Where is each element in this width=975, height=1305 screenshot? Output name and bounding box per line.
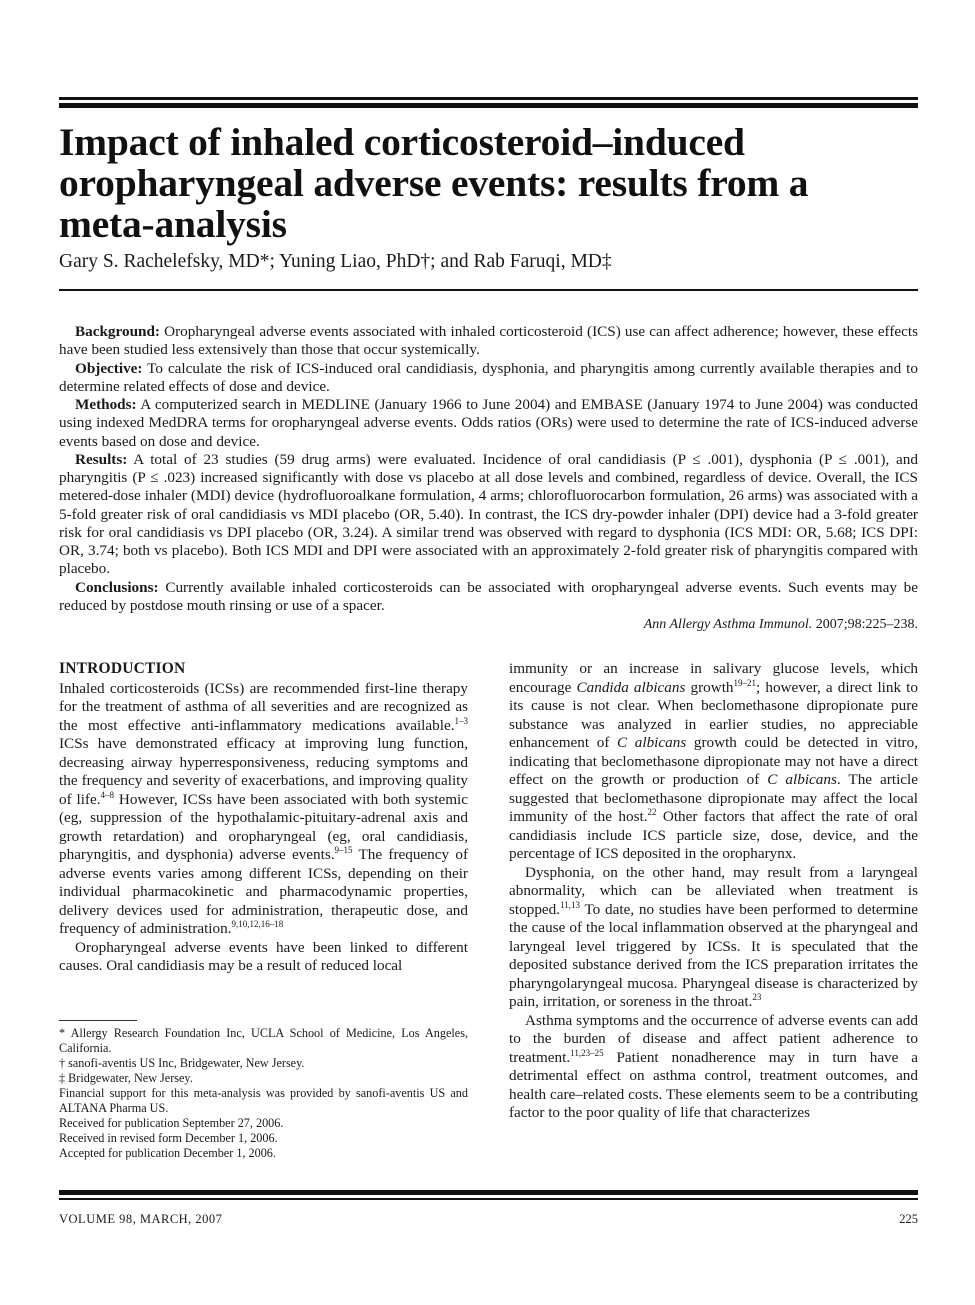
text-run: Inhaled corticosteroids (ICSs) are recommended first-line therapy for the treatment of asthma of all severities and are recognized as the most effective anti-inflammatory medications available.	[59, 679, 468, 734]
abstract-methods	[59, 396, 918, 451]
text-run: To date, no studies have been performed to determine the cause of the local inflammation observed at the pharyngeal and laryngeal level triggered by ICSs. It is speculated that the deposited substance derived from the ICS preparation irritates the pharyngolaryngeal mucosa. Pharyngeal disease is characterized by pain, irritation, or soreness in the throat.	[509, 900, 918, 1010]
footnote: Received for publication September 27, 2006.	[59, 1116, 284, 1130]
reference-superscript: 22	[647, 807, 657, 817]
footnote: Financial support for this meta-analysis was provided by sanofi-aventis US and ALTANA Pharma US.	[59, 1086, 468, 1115]
abstract-background	[59, 323, 918, 360]
reference-superscript: 19–21	[733, 677, 757, 688]
page-number: 225	[899, 1212, 918, 1226]
text-run: The frequency of adverse events varies among different ICSs, depending on their individual pharmacokinetic and pharmacodynamic properties, delivery devices used for administration, therapeutic dose, and frequency of administration.	[59, 846, 469, 937]
background-text: Oropharyngeal adverse events associated with inhaled corticosteroid (ICS) use can affect adherence; however, these effects have been studied less extensively than those that occur systemically.	[59, 323, 919, 359]
text-run: Asthma symptoms and the occurrence of adverse events can add to the burden of disease and affect patient adherence to treatment.	[509, 1011, 918, 1066]
objective-text: To calculate the risk of ICS-induced oral candidiasis, dysphonia, and pharyngitis among currently available therapies and to determine related effects of dose and device.	[59, 359, 918, 395]
text-run: Other factors that affect the rate of oral candidiasis include ICS particle size, dose, device, and the percentage of ICS deposited in the oropharynx.	[509, 808, 918, 862]
citation-ref: 2007;98:225–238.	[815, 617, 918, 632]
footnote: * Allergy Research Foundation Inc, UCLA School of Medicine, Los Angeles, California.	[59, 1026, 468, 1055]
reference-superscript: 11,23–25	[570, 1047, 604, 1058]
reference-superscript: 9–15	[334, 845, 353, 855]
title-bottom-rule	[59, 289, 918, 291]
footnotes	[59, 1026, 468, 1161]
abstract-conclusions	[59, 579, 918, 616]
citation	[59, 616, 918, 634]
species-name: Candida albicans	[576, 678, 686, 696]
reference-superscript: 23	[752, 992, 762, 1002]
top-rule-thin	[59, 97, 918, 100]
methods-label: Methods:	[75, 396, 137, 413]
abstract	[59, 323, 918, 634]
objective-label: Objective:	[75, 359, 143, 377]
reference-superscript: 11,13	[560, 899, 580, 910]
abstract-objective	[59, 360, 918, 397]
footnote: ‡ Bridgewater, New Jersey.	[59, 1071, 193, 1085]
species-name: C albicans	[767, 771, 837, 788]
article-title	[59, 122, 919, 245]
results-label: Results:	[75, 450, 128, 468]
text-run: Dysphonia, on the other hand, may result from a laryngeal abnormality, which can be alleviated when treatment is stopped.	[509, 863, 918, 918]
reference-superscript: 9,10,12,16–18	[231, 919, 284, 929]
bottom-rule-thick	[59, 1190, 918, 1195]
text-run: growth could be detected in vitro, indicating that beclomethasone dipropionate may not have a direct effect on the growth or production of	[509, 734, 918, 788]
conclusions-label: Conclusions:	[75, 578, 159, 596]
citation-journal: Ann Allergy Asthma Immunol.	[643, 617, 813, 632]
text-run: ICSs have demonstrated efficacy at improving lung function, decreasing airway hyperresponsiveness, reducing symptoms and the frequency and severity of exacerbations, and improving quality of life.	[59, 735, 468, 808]
title-line: meta-analysis	[59, 202, 287, 246]
intro-paragraph-1	[59, 680, 468, 939]
text-run: growth	[685, 678, 734, 696]
text-run: ; however, a direct link to its cause is not clear. When beclomethasone dipropionate pure substance was analyzed in earlier studies, no appreciable enhancement of	[509, 678, 918, 751]
left-column	[59, 660, 468, 976]
reference-superscript: 1–3	[454, 715, 468, 726]
intro-paragraph-4	[509, 864, 918, 1012]
right-column	[509, 660, 918, 1123]
bottom-rule-thin	[59, 1198, 918, 1200]
title-line: Impact of inhaled corticosteroid–induced	[59, 120, 745, 164]
reference-superscript: 4–8	[100, 789, 115, 800]
author-list: Gary S. Rachelefsky, MD*; Yuning Liao, PhD†; and Rab Faruqi, MD‡	[59, 251, 612, 272]
footnote: Accepted for publication December 1, 2006.	[59, 1146, 276, 1160]
background-label: Background:	[75, 323, 160, 340]
top-rule-thick	[59, 103, 918, 108]
abstract-results	[59, 451, 918, 579]
text-run: . The article suggested that beclomethasone dipropionate may affect the local immunity of the host.	[509, 771, 918, 825]
intro-paragraph-3	[509, 660, 918, 864]
footer-volume: VOLUME 98, MARCH, 2007	[59, 1212, 223, 1226]
results-text: A total of 23 studies (59 drug arms) were evaluated. Incidence of oral candidiasis (P ≤ .001), dysphonia (P ≤ .001), and pharyngitis (P ≤ .023) increased significantly with dose vs placebo at all dose levels and combined, regardless of device. Overall, the ICS metered-dose inhaler (MDI) device (hydrofluoroalkane formulation, 4 arms; chlorofluorocarbon formulation, 26 arms) was associated with a 5-fold greater risk of oral candidiasis vs MDI placebo (OR, 5.40). In contrast, the ICS dry-powder inhaler (DPI) device had a 3-fold greater risk for oral candidiasis vs DPI placebo (OR, 3.24). A similar trend was observed with regard to dysphonia (ICS MDI: OR, 5.68; ICS DPI: OR, 3.74; both vs placebo). Both ICS MDI and DPI were associated with an approximately 2-fold greater risk of pharyngitis compared with placebo.	[59, 450, 918, 578]
section-heading-introduction: INTRODUCTION	[59, 660, 186, 677]
methods-text: A computerized search in MEDLINE (January 1966 to June 2004) and EMBASE (January 1974 to June 2004) was conducted using indexed MedDRA terms for oropharyngeal adverse events. Odds ratios (ORs) were used to determine the rate of ICS-induced adverse events based on dose and device.	[59, 396, 918, 450]
title-line: oropharyngeal adverse events: results from a	[59, 161, 809, 205]
conclusions-text: Currently available inhaled corticosteroids can be associated with oropharyngeal adverse events. Such events may be reduced by postdose mouth rinsing or use of a spacer.	[59, 578, 918, 614]
text-run: However, ICSs have been associated with both systemic (eg, suppression of the hypothalamic-pituitary-adrenal axis and growth retardation) and oropharyngeal (eg, oral candidiasis, pharyngitis, and dysphonia) adverse events.	[59, 790, 469, 863]
intro-paragraph-5	[509, 1012, 918, 1123]
footnote: Received in revised form December 1, 2006.	[59, 1131, 278, 1145]
footnote-separator	[59, 1020, 137, 1021]
species-name: C albicans	[617, 734, 687, 751]
text-run: Patient nonadherence may in turn have a detrimental effect on asthma control, treatment outcomes, and health care–related costs. These elements seem to be a contributing factor to the poor quality of life that characterizes	[509, 1048, 918, 1121]
intro-paragraph-2: Oropharyngeal adverse events have been linked to different causes. Oral candidiasis may be a result of reduced local	[59, 938, 468, 974]
text-run: immunity or an increase in salivary glucose levels, which encourage	[509, 660, 918, 696]
footnote: † sanofi-aventis US Inc, Bridgewater, New Jersey.	[59, 1056, 305, 1070]
